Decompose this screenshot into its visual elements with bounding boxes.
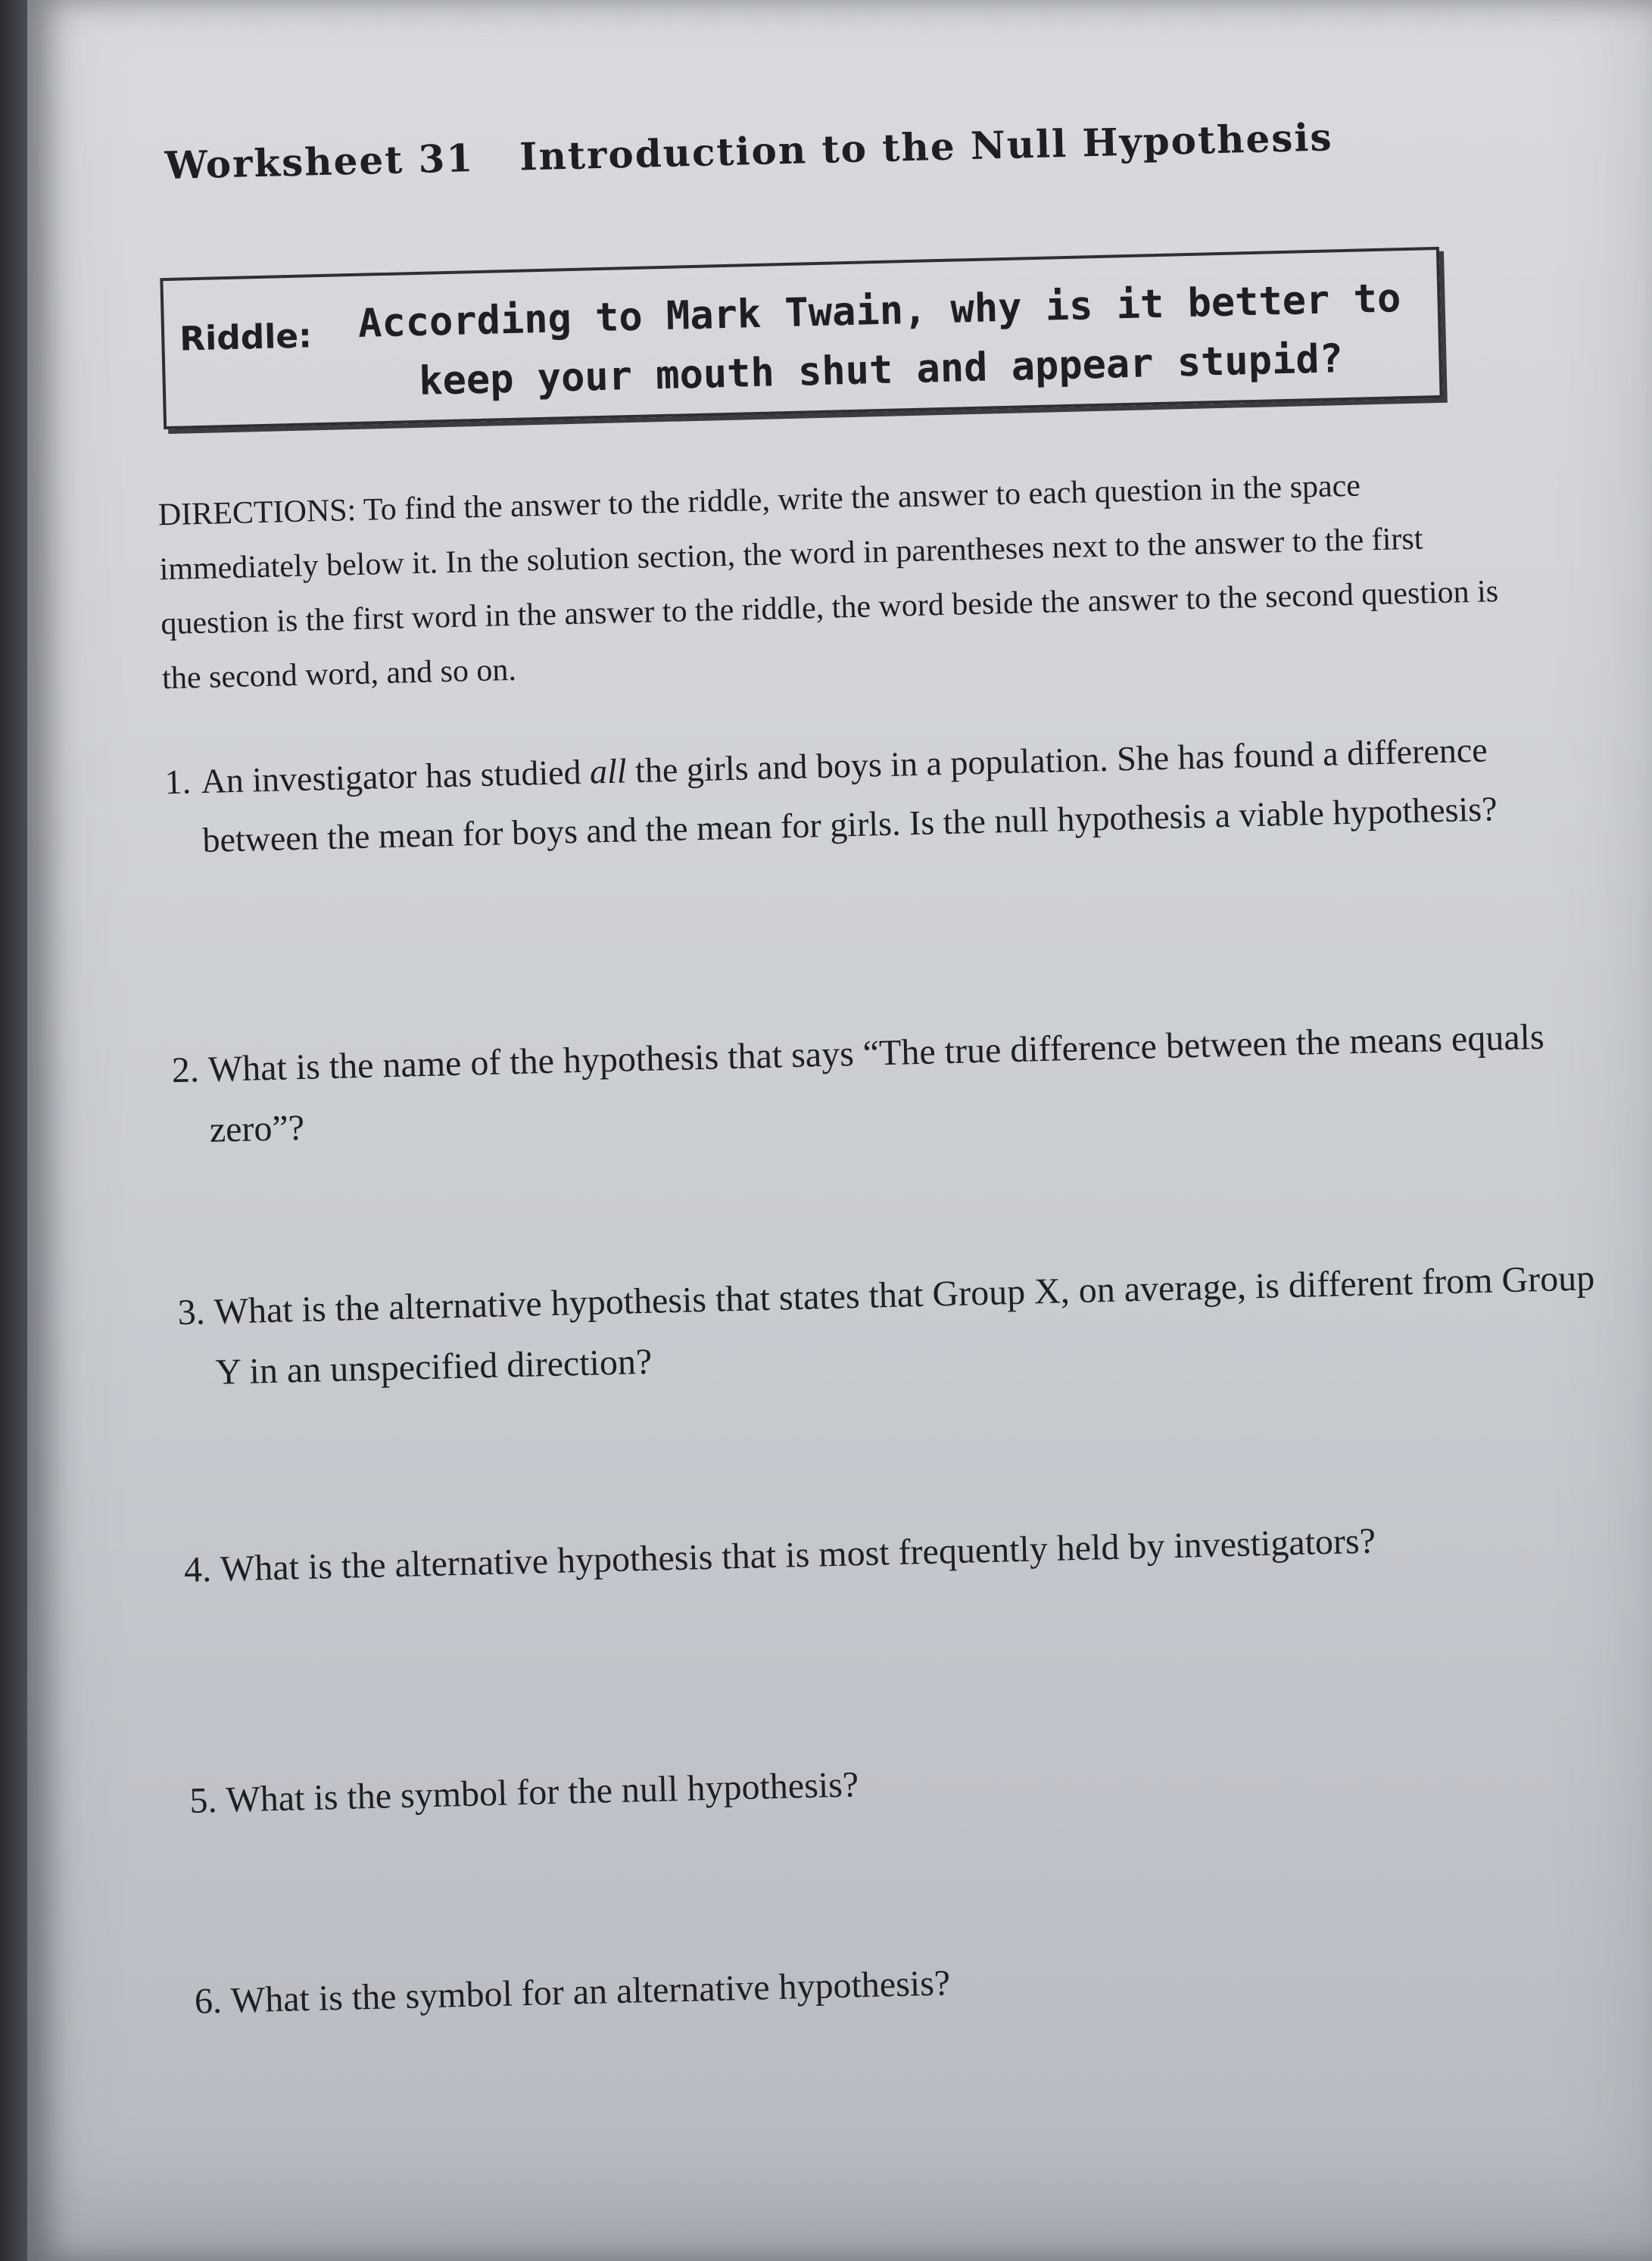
question-number: 6. (194, 1980, 223, 2022)
question-text: the girls and boys in a population. She has found a difference between the mean for boys and the mean for girls. Is the null hypothesis a viable hypothesis? (201, 730, 1498, 860)
question-text: What is the alternative hypothesis that is most frequently held by investigators? (220, 1520, 1376, 1589)
question-4 (183, 1506, 1569, 1601)
question-2 (171, 1006, 1559, 1162)
directions-text: DIRECTIONS: To find the answer to the riddle, write the answer to each question in the space immediately below it. In the solution section, the word in parentheses next to the answer to the first question is the first word in the answer to the riddle, the word beside the answer to the second question is the second word, and so on. (157, 468, 1499, 697)
worksheet-content (133, 79, 1595, 2022)
question-number: 3. (177, 1292, 206, 1333)
question-text: What is the name of the hypothesis that says “The true difference between the means equals zero”? (207, 1016, 1545, 1150)
question-text: An investigator has studied (200, 752, 591, 801)
question-emphasis: all (589, 751, 628, 791)
riddle-box (160, 247, 1442, 429)
question-1 (164, 719, 1552, 872)
question-number: 1. (164, 762, 192, 802)
question-text: What is the symbol for the null hypothesis? (225, 1764, 859, 1820)
question-5 (189, 1737, 1576, 1832)
riddle-label: Riddle: (179, 317, 313, 359)
question-text: What is the symbol for an alternative hypothesis? (230, 1963, 951, 2021)
worksheet-page (27, 0, 1652, 2261)
worksheet-title-text: Introduction to the Null Hypothesis (519, 114, 1334, 179)
question-3 (177, 1248, 1603, 1404)
worksheet-number: Worksheet 31 (164, 136, 475, 188)
question-number: 5. (189, 1779, 218, 1821)
worksheet-title (164, 114, 1333, 188)
question-number: 4. (183, 1549, 212, 1590)
riddle-text: According to Mark Twain, why is it better to keep your mouth shut and appear stupid? (357, 276, 1401, 404)
question-6 (194, 1938, 1580, 2032)
question-text: What is the alternative hypothesis that states that Group X, on average, is different from Group Y in an unspecified direction? (214, 1258, 1595, 1392)
question-number: 2. (171, 1049, 200, 1091)
